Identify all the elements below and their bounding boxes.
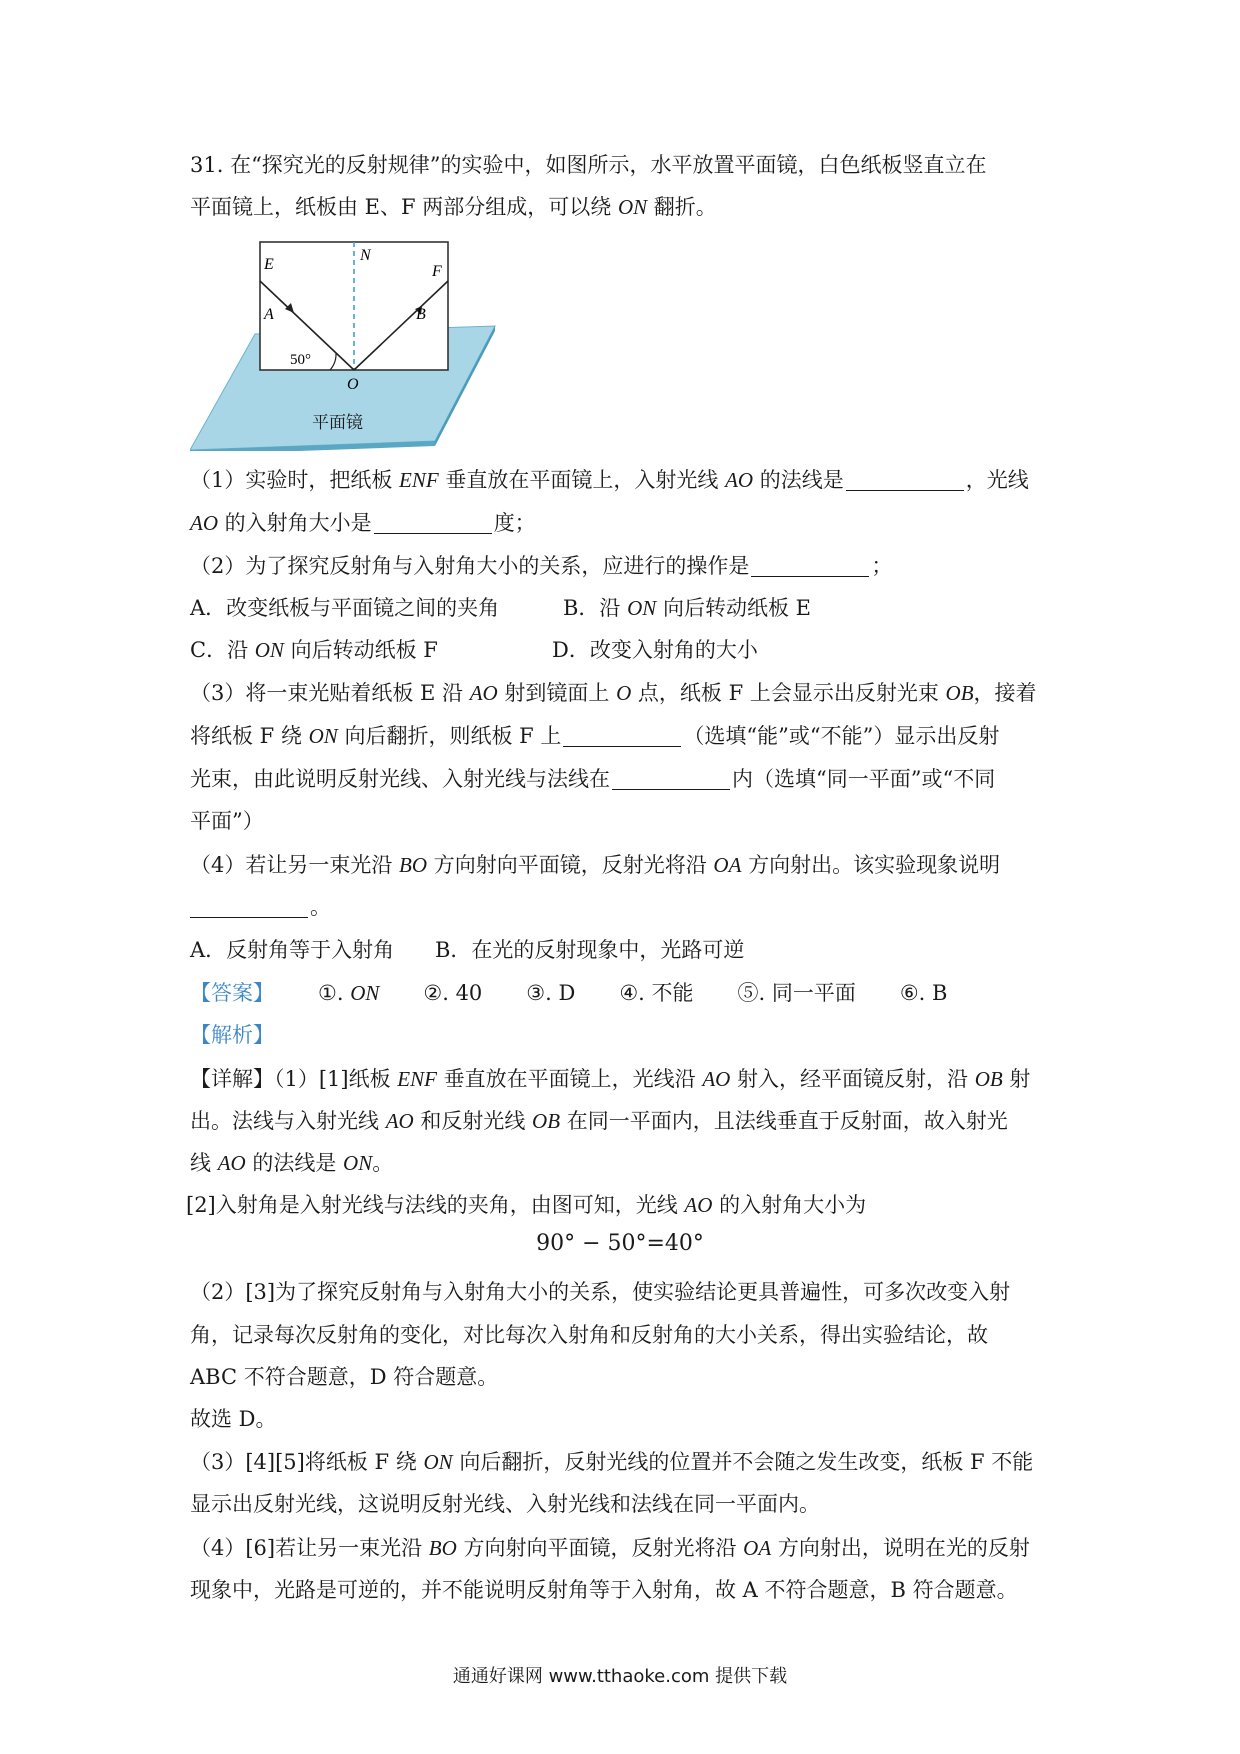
label-O: O	[347, 376, 359, 393]
detail-line-3: 线 AO 的法线是 ON。	[190, 1151, 394, 1175]
part3-line-4: 平面”）	[190, 809, 264, 833]
answer-6: ⑥. B	[899, 981, 948, 1005]
part4-line-1: （4）若让另一束光沿 BO 方向射向平面镜，反射光将沿 OA 方向射出。该实验现象说明	[190, 853, 1001, 877]
blank-6[interactable]	[190, 895, 308, 918]
option-c: C．沿 ON 向后转动纸板 F	[190, 638, 438, 662]
question-line-1: 31. 在“探究光的反射规律”的实验中，如图所示，水平放置平面镜，白色纸板竖直立在	[190, 153, 987, 177]
answer-tag: 【答案】	[190, 981, 274, 1005]
detail-line-2: 出。法线与入射光线 AO 和反射光线 OB 在同一平面内，且法线垂直于反射面，故入射光	[190, 1109, 1008, 1133]
detail-line-10: 显示出反射光线，这说明反射光线、入射光线和法线在同一平面内。	[190, 1492, 820, 1516]
part2-line: （2）为了探究反射角与入射角大小的关系，应进行的操作是 ；	[190, 554, 893, 578]
answer-4: ④. 不能	[619, 981, 694, 1005]
detail-line-9: （3）[4][5]将纸板 F 绕 ON 向后翻折，反射光线的位置并不会随之发生改变，纸板 F 不能	[190, 1450, 1034, 1474]
page-footer[interactable]: 通通好课网 www.tthaoke.com 提供下载	[452, 1666, 788, 1687]
blank-1[interactable]	[846, 468, 964, 491]
answer-1: ①. ON	[318, 981, 380, 1005]
option-a: A．改变纸板与平面镜之间的夹角	[190, 596, 500, 620]
label-A: A	[264, 306, 274, 323]
blank-5[interactable]	[612, 767, 730, 790]
label-B: B	[416, 306, 426, 323]
part1-line-2: AO 的入射角大小是 度；	[190, 511, 536, 535]
label-E: E	[264, 256, 274, 273]
detail-line-4: [2]入射角是入射光线与法线的夹角，由图可知，光线 AO 的入射角大小为	[186, 1193, 867, 1217]
detail-line-7: ABC 不符合题意，D 符合题意。	[190, 1365, 499, 1389]
option-4b: B．在光的反射现象中，光路可逆	[435, 938, 745, 962]
answer-line	[190, 978, 947, 1008]
analysis-tag-line	[190, 1020, 274, 1050]
detail-line-5: （2）[3]为了探究反射角与入射角大小的关系，使实验结论更具普遍性，可多次改变入射	[190, 1280, 1011, 1304]
option-4a: A．反射角等于入射角	[190, 938, 395, 962]
mirror-label: 平面镜	[312, 413, 363, 433]
blank-2[interactable]	[374, 511, 492, 534]
blank-3[interactable]	[751, 554, 869, 577]
part3-line-3: 光束，由此说明反射光线、入射光线与法线在 内（选填“同一平面”或“不同	[190, 767, 996, 791]
answer-2: ②. 40	[423, 981, 483, 1005]
question-line-2: 平面镜上，纸板由 E、F 两部分组成，可以绕 ON 翻折。	[190, 195, 717, 219]
reflection-figure	[190, 236, 500, 451]
part3-line-1: （3）将一束光贴着纸板 E 沿 AO 射到镜面上 O 点，纸板 F 上会显示出反射光束 OB，接着	[190, 681, 1037, 705]
angle-label: 50°	[290, 352, 311, 368]
formula: 90° − 50°=40°	[536, 1231, 704, 1256]
detail-line-11: （4）[6]若让另一束光沿 BO 方向射向平面镜，反射光将沿 OA 方向射出，说明在光的反射	[190, 1536, 1030, 1560]
part1-line-1: （1）实验时，把纸板 ENF 垂直放在平面镜上，入射光线 AO 的法线是 ，光线	[190, 468, 1029, 492]
label-F: F	[432, 263, 442, 280]
detail-line-12: 现象中，光路是可逆的，并不能说明反射角等于入射角，故 A 不符合题意，B 符合题意。	[190, 1578, 1018, 1602]
label-N: N	[360, 247, 371, 264]
detail-line-6: 角，记录每次反射角的变化，对比每次入射角和反射角的大小关系，得出实验结论，故	[190, 1323, 988, 1347]
part4-line-2: 。	[190, 892, 331, 922]
answer-3: ③. D	[526, 981, 576, 1005]
option-d: D．改变入射角的大小	[552, 638, 758, 662]
part3-line-2: 将纸板 F 绕 ON 向后翻折，则纸板 F 上 （选填“能”或“不能”）显示出反射	[190, 724, 1000, 748]
blank-4[interactable]	[563, 724, 681, 747]
detail-tag: 【详解】	[190, 1067, 274, 1091]
detail-line-1: 【详解】（1）[1]纸板 ENF 垂直放在平面镜上，光线沿 AO 射入，经平面镜反射，沿 OB 射	[190, 1067, 1031, 1091]
detail-line-8: 故选 D。	[190, 1407, 277, 1431]
analysis-tag: 【解析】	[190, 1023, 274, 1047]
answer-5: ⑤. 同一平面	[737, 981, 856, 1005]
option-b: B．沿 ON 向后转动纸板 E	[563, 596, 811, 620]
